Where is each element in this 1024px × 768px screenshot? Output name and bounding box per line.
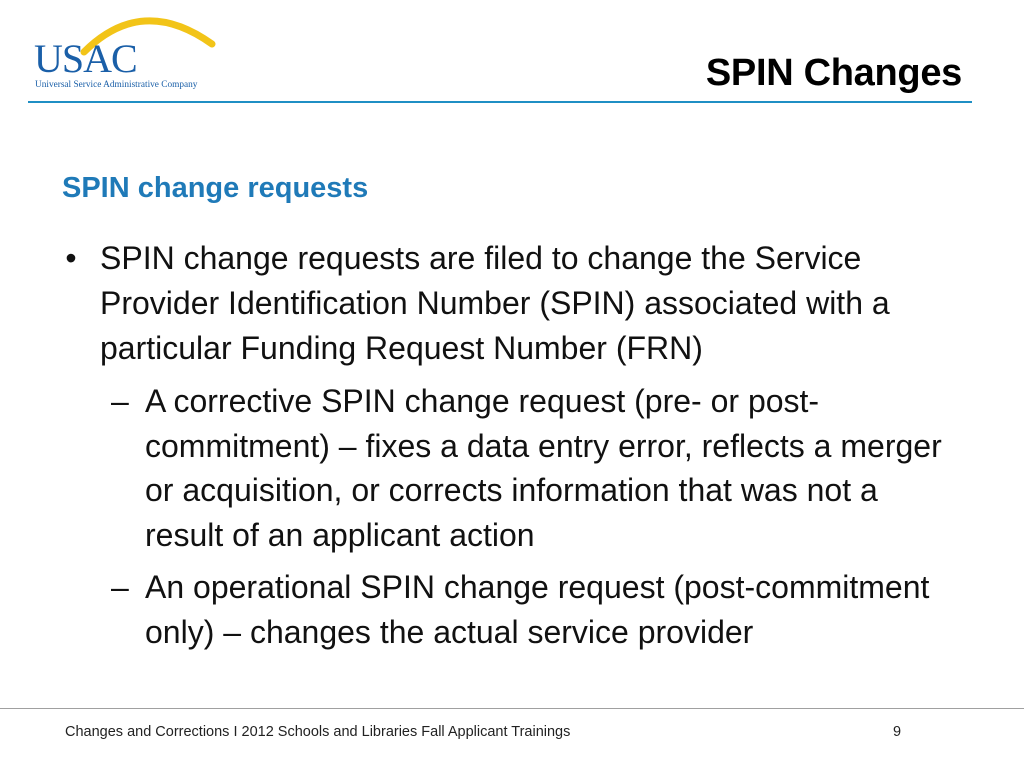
sub-bullet-item xyxy=(56,379,956,557)
bullet-list xyxy=(56,236,956,654)
header-divider xyxy=(28,101,972,103)
sub-bullet-marker: – xyxy=(111,569,129,605)
slide-title: SPIN Changes xyxy=(705,52,962,94)
sub-bullet-marker: – xyxy=(111,383,129,419)
svg-text:USAC: USAC xyxy=(34,36,137,81)
sub-bullet-text: A corrective SPIN change request (pre- or post-commitment) – fixes a data entry error, reflects a merger or acquisition, or corrects information that was not a result of an applicant action xyxy=(145,383,942,553)
section-heading: SPIN change requests xyxy=(62,172,369,204)
usac-logo xyxy=(32,12,232,94)
usac-logo-graphic xyxy=(32,12,232,94)
bullet-item xyxy=(56,236,956,371)
sub-bullet-text: An operational SPIN change request (post-commitment only) – changes the actual service provider xyxy=(145,569,930,650)
footer-divider xyxy=(0,708,1024,709)
bullet-text: SPIN change requests are filed to change the Service Provider Identification Number (SPIN) associated with a particular Funding Request Number (FRN) xyxy=(100,240,890,366)
sub-bullet-item xyxy=(56,565,956,654)
svg-text:Universal Service Administrati: Universal Service Administrative Company xyxy=(35,80,198,90)
footer-text: Changes and Corrections I 2012 Schools and Libraries Fall Applicant Trainings xyxy=(65,724,571,740)
bullet-marker: • xyxy=(65,240,77,276)
page-number: 9 xyxy=(893,724,902,740)
